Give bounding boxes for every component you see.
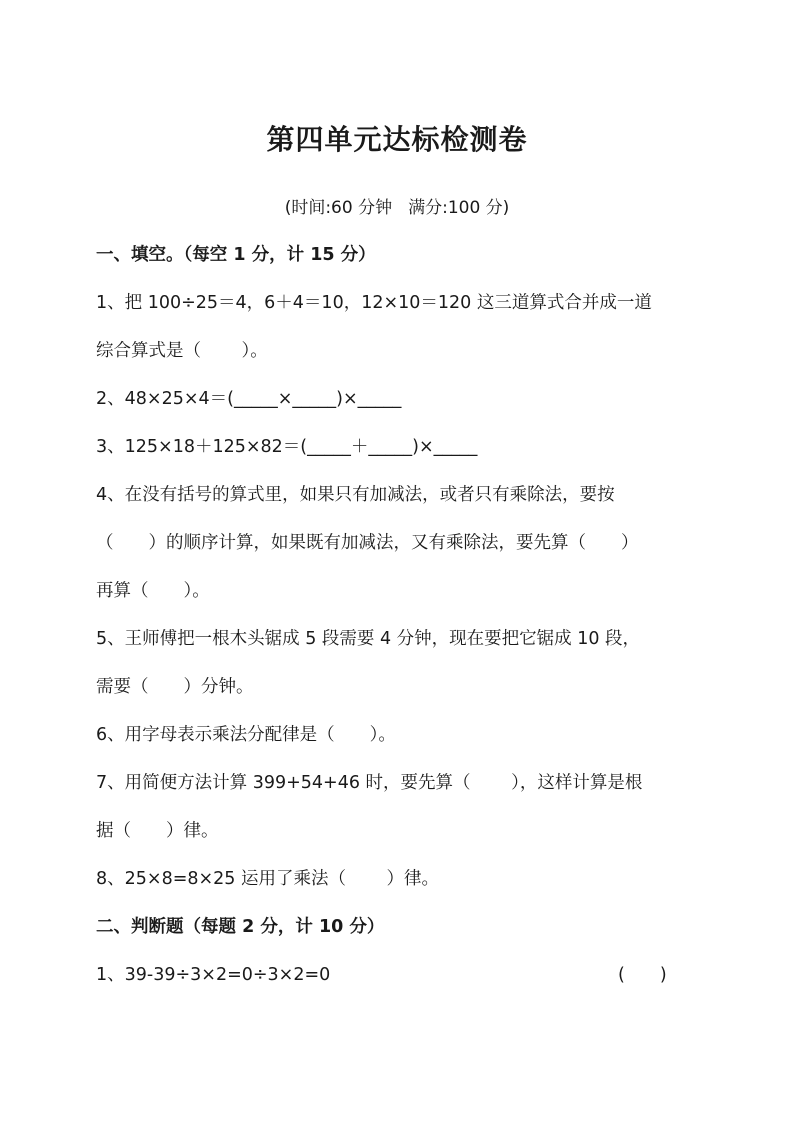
question-line: 3、125×18＋125×82＝(_____＋_____)×_____	[96, 437, 478, 457]
question-line: 8、25×8=8×25 运用了乘法（ ）律。	[96, 869, 440, 889]
question-line: 5、王师傅把一根木头锯成 5 段需要 4 分钟，现在要把它锯成 10 段，	[96, 629, 641, 649]
question-line: 需要（ ）分钟。	[96, 677, 254, 697]
question-line: （ ）的顺序计算，如果既有加减法，又有乘除法，要先算（ ）	[96, 533, 639, 553]
section-1-heading: 一、填空。（每空 1 分，计 15 分）	[96, 245, 376, 265]
question-line: 综合算式是（ ）。	[96, 341, 268, 361]
question-line: 7、用简便方法计算 399+54+46 时，要先算（ ），这样计算是根	[96, 773, 643, 793]
judgment-answer-blank[interactable]: ( )	[618, 965, 667, 985]
question-line: 据（ ）律。	[96, 821, 219, 841]
judgment-question: 1、39-39÷3×2=0÷3×2=0	[96, 965, 331, 985]
section-2-heading: 二、判断题（每题 2 分，计 10 分）	[96, 917, 385, 937]
exam-full-score: 满分:100 分)	[408, 198, 510, 218]
question-line: 再算（ ）。	[96, 581, 210, 601]
question-line: 2、48×25×4＝(_____×_____)×_____	[96, 389, 402, 409]
page-title: 第四单元达标检测卷	[266, 123, 528, 156]
exam-info	[0, 193, 794, 218]
exam-time: (时间:60 分钟	[284, 198, 393, 218]
question-line: 1、把 100÷25＝4，6＋4＝10，12×10＝120 这三道算式合并成一道	[96, 293, 652, 313]
question-line: 6、用字母表示乘法分配律是（ ）。	[96, 725, 396, 745]
question-line: 4、在没有括号的算式里，如果只有加减法，或者只有乘除法，要按	[96, 485, 615, 505]
